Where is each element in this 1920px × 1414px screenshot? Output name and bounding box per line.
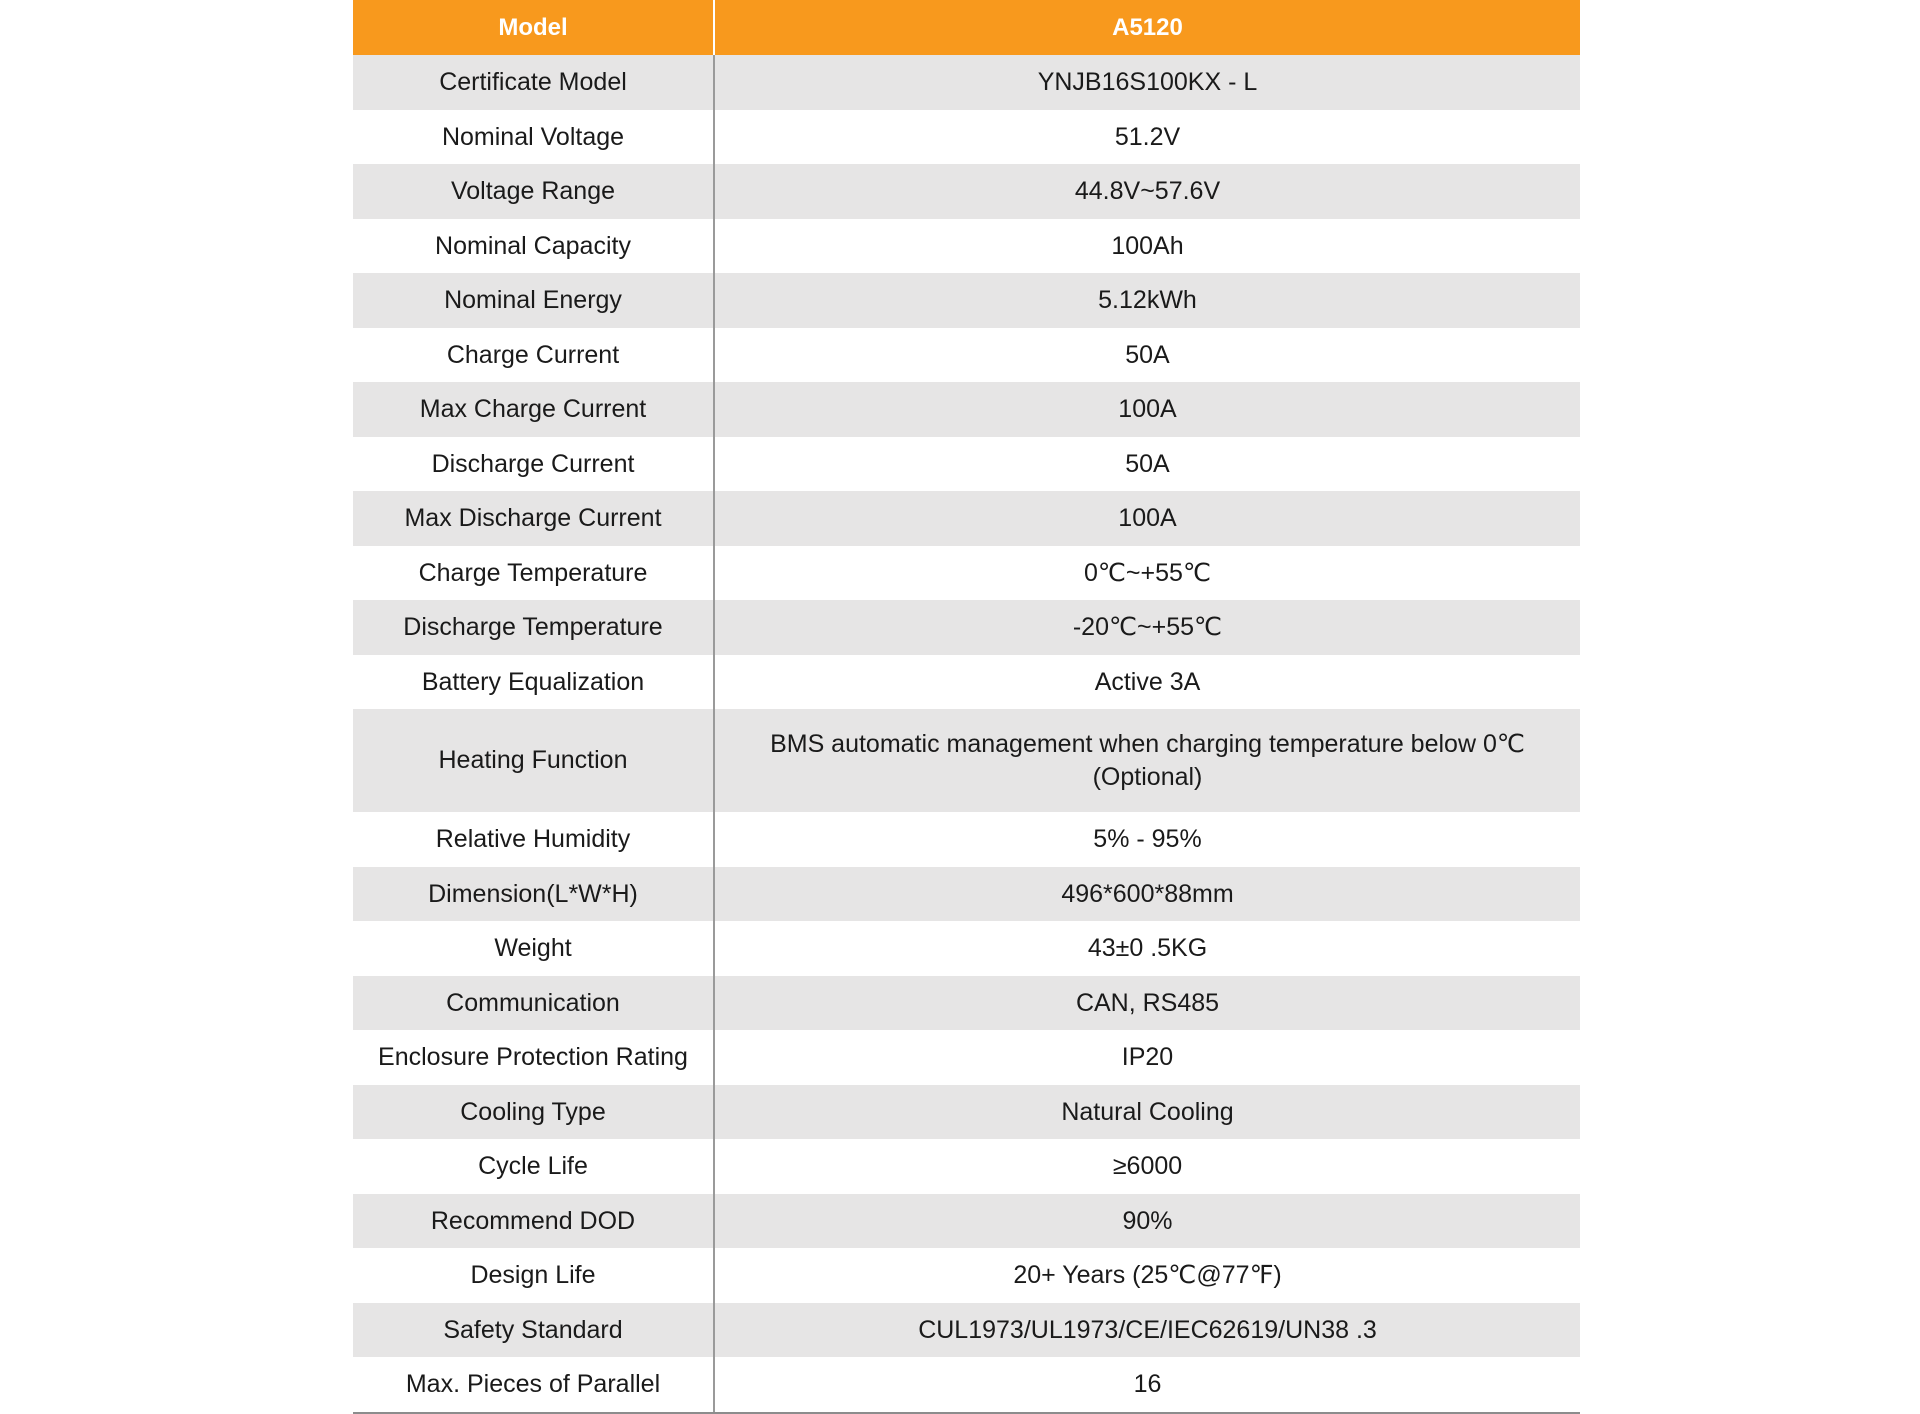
spec-value: CAN, RS485: [714, 976, 1580, 1031]
spec-label: Nominal Voltage: [353, 110, 714, 165]
spec-label: Voltage Range: [353, 164, 714, 219]
spec-value: YNJB16S100KX - L: [714, 55, 1580, 110]
spec-label: Dimension(L*W*H): [353, 867, 714, 922]
table-row: [353, 1194, 1580, 1249]
spec-value: 20+ Years (25℃@77℉): [1013, 1261, 1282, 1289]
spec-value: 43±0 .5KG: [1087, 934, 1208, 962]
spec-label: Weight: [353, 921, 714, 976]
table-row: [353, 1357, 1580, 1413]
spec-label: Nominal Energy: [353, 273, 714, 328]
spec-value: 50A: [1125, 340, 1170, 369]
spec-label: Max Charge Current: [353, 382, 714, 437]
table-row: [353, 437, 1580, 492]
spec-label: Cycle Life: [353, 1139, 714, 1194]
heating-function-line-1: BMS automatic management when charging temperature below 0℃: [770, 730, 1525, 758]
spec-value: [714, 709, 1580, 812]
spec-label: Recommend DOD: [353, 1194, 714, 1249]
table-row: [353, 328, 1580, 383]
spec-value: 16: [714, 1357, 1580, 1413]
spec-label: Certificate Model: [353, 55, 714, 110]
table-row: [353, 219, 1580, 274]
table-row: [353, 273, 1580, 328]
spec-value: Active 3A: [1094, 667, 1201, 696]
table-row: [353, 546, 1580, 601]
spec-label: Charge Temperature: [353, 546, 714, 601]
header-model-label: Model: [353, 0, 714, 55]
table-row: [353, 812, 1580, 867]
spec-label: Nominal Capacity: [353, 219, 714, 274]
spec-value: -20℃~+55℃: [714, 600, 1580, 655]
spec-label: Design Life: [353, 1248, 714, 1303]
spec-label: Communication: [353, 976, 714, 1031]
spec-label: Discharge Temperature: [353, 600, 714, 655]
table-row: [353, 1303, 1580, 1358]
spec-value: 100Ah: [1111, 231, 1184, 260]
table-row: [353, 1085, 1580, 1140]
spec-label: Charge Current: [353, 328, 714, 383]
spec-value: 0℃~+55℃: [1083, 558, 1212, 587]
table-row: [353, 921, 1580, 976]
table-row: [353, 976, 1580, 1031]
table-row: [353, 55, 1580, 110]
spec-value: Natural Cooling: [714, 1085, 1580, 1140]
spec-label: Heating Function: [353, 709, 714, 812]
spec-label: Max. Pieces of Parallel: [353, 1357, 714, 1413]
spec-value: CUL1973/UL1973/CE/IEC62619/UN38 .3: [714, 1303, 1580, 1358]
spec-label: Safety Standard: [353, 1303, 714, 1358]
spec-label: Relative Humidity: [353, 812, 714, 867]
spec-value: 496*600*88mm: [714, 867, 1580, 922]
spec-value: 51.2V: [1114, 122, 1181, 151]
spec-value: IP20: [1121, 1043, 1174, 1071]
table-row: [353, 110, 1580, 165]
spec-value: 100A: [714, 491, 1580, 546]
table-header-row: [353, 0, 1580, 55]
spec-label: Battery Equalization: [353, 655, 714, 710]
spec-value: ≥6000: [1112, 1152, 1183, 1180]
header-model-value: A5120: [714, 0, 1580, 55]
table-row: [353, 1248, 1580, 1303]
spec-label: Enclosure Protection Rating: [353, 1030, 714, 1085]
spec-label: Cooling Type: [353, 1085, 714, 1140]
spec-value: 5% - 95%: [1093, 825, 1202, 853]
table-row: [353, 1030, 1580, 1085]
table-row: [353, 382, 1580, 437]
spec-label: Max Discharge Current: [353, 491, 714, 546]
spec-value: 90%: [714, 1194, 1580, 1249]
spec-value: 5.12kWh: [714, 273, 1580, 328]
table-row: [353, 709, 1580, 812]
table-row: [353, 164, 1580, 219]
spec-value: 44.8V~57.6V: [714, 164, 1580, 219]
table-row: [353, 655, 1580, 710]
spec-label: Discharge Current: [353, 437, 714, 492]
table-row: [353, 491, 1580, 546]
table-row: [353, 600, 1580, 655]
table-row: [353, 1139, 1580, 1194]
spec-value: 50A: [1125, 449, 1170, 478]
spec-value: 100A: [714, 382, 1580, 437]
table-row: [353, 867, 1580, 922]
spec-table: [353, 0, 1580, 1414]
heating-function-line-2: (Optional): [1092, 762, 1203, 791]
